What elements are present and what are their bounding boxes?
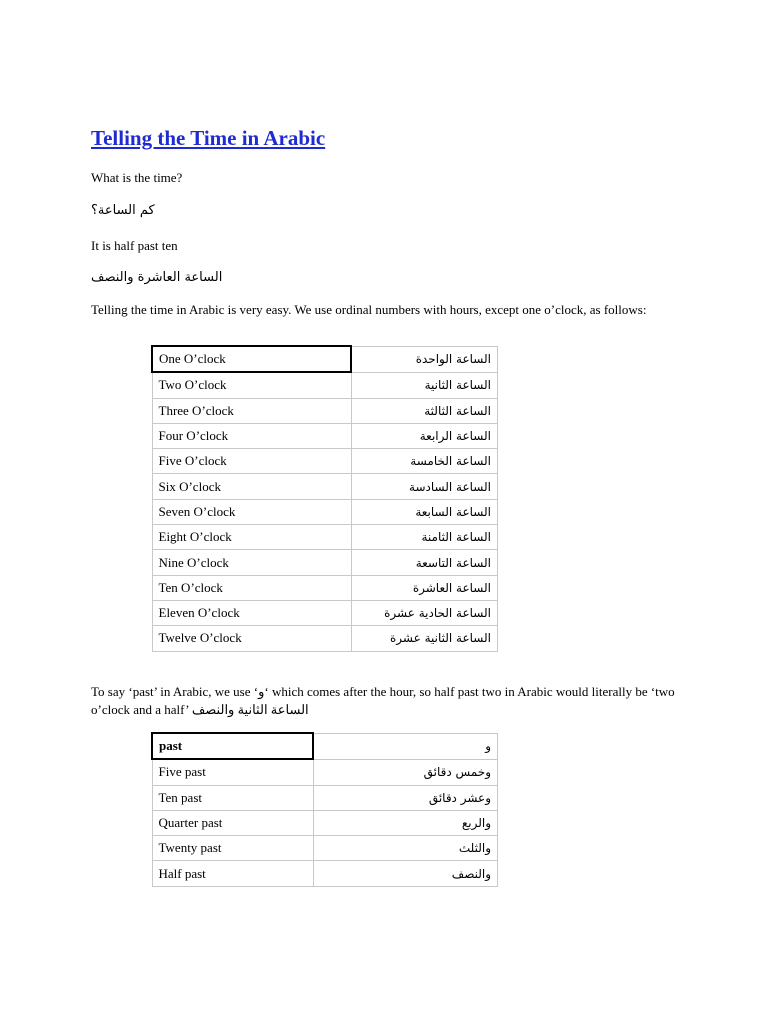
table-row: [152, 525, 498, 550]
arabic-cell: الساعة التاسعة: [351, 550, 498, 575]
table-row: [152, 372, 498, 398]
hours-table: [151, 345, 498, 652]
arabic-cell: الساعة الحادية عشرة: [351, 600, 498, 625]
english-cell: One O’clock: [152, 346, 351, 372]
table-row: [152, 575, 498, 600]
table-row: [152, 346, 498, 372]
arabic-cell: والربع: [313, 810, 498, 835]
english-cell: Seven O’clock: [152, 499, 351, 524]
english-cell: Four O’clock: [152, 423, 351, 448]
english-cell: Two O’clock: [152, 372, 351, 398]
english-cell: Twenty past: [152, 836, 313, 861]
arabic-cell: الساعة الثانية: [351, 372, 498, 398]
arabic-cell: وعشر دقائق: [313, 785, 498, 810]
english-cell: Half past: [152, 861, 313, 886]
table-row: [152, 474, 498, 499]
arabic-cell: الساعة الخامسة: [351, 449, 498, 474]
arabic-cell: الساعة السابعة: [351, 499, 498, 524]
table-row: [152, 449, 498, 474]
english-cell: Six O’clock: [152, 474, 351, 499]
arabic-cell: الساعة الثامنة: [351, 525, 498, 550]
table-row: [152, 600, 498, 625]
arabic-cell: الساعة الثانية عشرة: [351, 626, 498, 651]
table-row: [152, 550, 498, 575]
table-row: [152, 785, 498, 810]
english-cell: Three O’clock: [152, 398, 351, 423]
arabic-cell: الساعة السادسة: [351, 474, 498, 499]
arabic-cell: الساعة الواحدة: [351, 346, 498, 372]
arabic-cell: الساعة الثالثة: [351, 398, 498, 423]
answer-english: It is half past ten: [91, 238, 178, 253]
english-cell: Eight O’clock: [152, 525, 351, 550]
table-row: [152, 733, 498, 759]
answer-arabic: الساعة العاشرة والنصف: [91, 270, 223, 285]
table-row: [152, 836, 498, 861]
table-row: [152, 810, 498, 835]
table-row: [152, 398, 498, 423]
english-cell: Five past: [152, 759, 313, 785]
table-row: [152, 423, 498, 448]
arabic-cell: وخمس دقائق: [313, 759, 498, 785]
arabic-cell: الساعة الرابعة: [351, 423, 498, 448]
arabic-cell: والنصف: [313, 861, 498, 886]
past-paragraph: To say ‘past’ in Arabic, we use ‘و‘ which comes after the hour, so half past two in Arabic would literally be ‘two o’clock and a half’ الساعة الثانية والنصف: [91, 684, 675, 717]
arabic-cell: و: [313, 733, 498, 759]
arabic-cell: الساعة العاشرة: [351, 575, 498, 600]
english-cell: Twelve O’clock: [152, 626, 351, 651]
english-cell: Ten past: [152, 785, 313, 810]
table-row: [152, 861, 498, 886]
english-cell: Five O’clock: [152, 449, 351, 474]
english-cell: past: [152, 733, 313, 759]
table-row: [152, 626, 498, 651]
question-arabic: كم الساعة؟: [91, 203, 155, 218]
question-english: What is the time?: [91, 170, 183, 185]
page-title: Telling the Time in Arabic: [91, 126, 326, 150]
table-row: [152, 759, 498, 785]
english-cell: Quarter past: [152, 810, 313, 835]
english-cell: Nine O’clock: [152, 550, 351, 575]
english-cell: Eleven O’clock: [152, 600, 351, 625]
table-row: [152, 499, 498, 524]
past-table: [151, 732, 498, 887]
arabic-cell: والثلث: [313, 836, 498, 861]
intro-paragraph: Telling the time in Arabic is very easy. We use ordinal numbers with hours, except one o’clock, as follows:: [91, 302, 647, 317]
english-cell: Ten O’clock: [152, 575, 351, 600]
